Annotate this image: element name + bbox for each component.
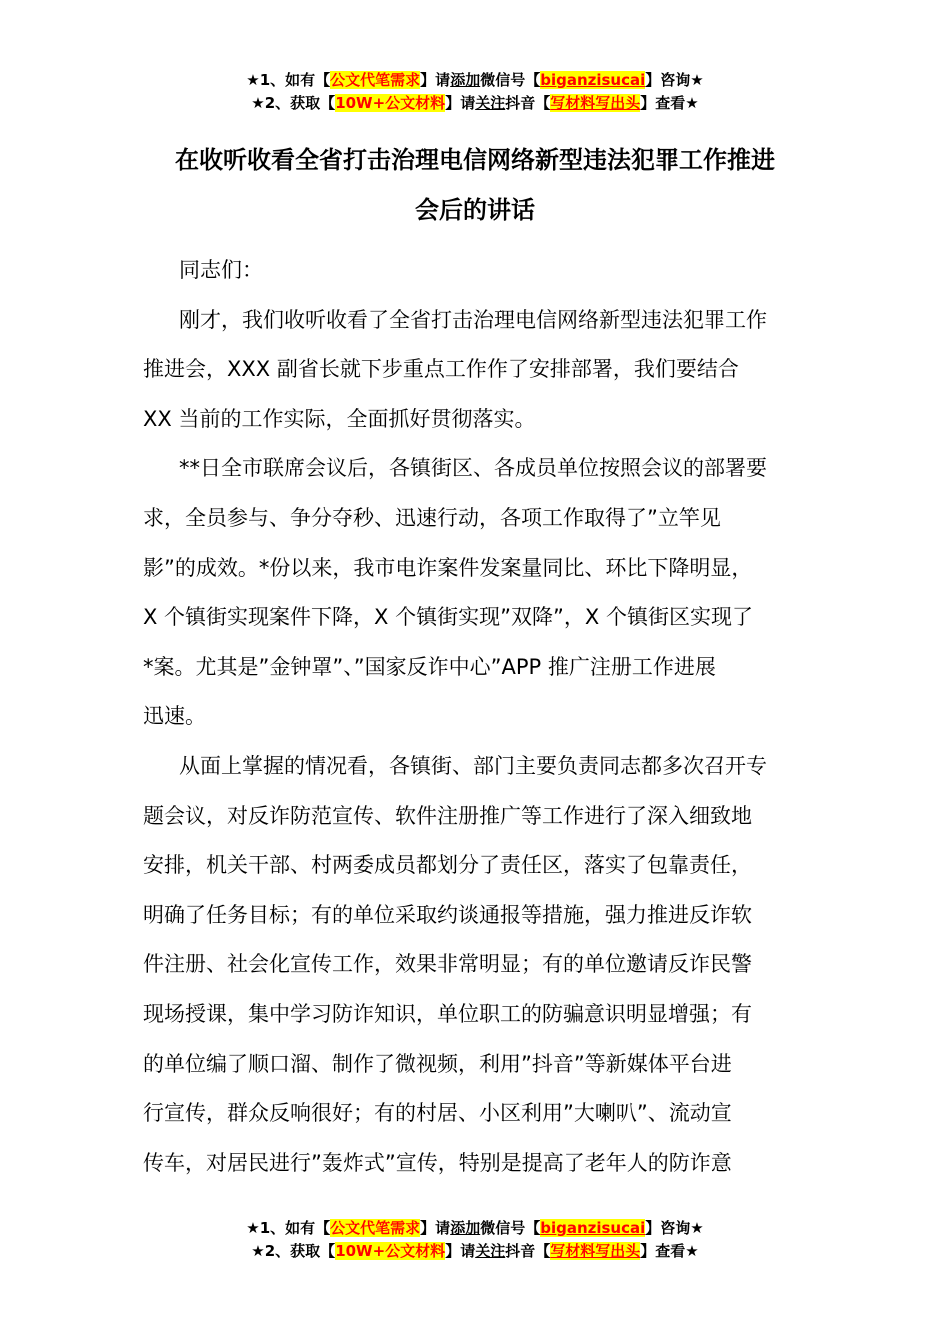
document-body	[143, 246, 811, 1188]
banner-line-2	[0, 92, 950, 115]
banner-highlight: 10W+公文材料	[335, 1242, 446, 1260]
banner-text: 抖音【	[505, 1242, 551, 1260]
body-line: 刚才，我们收听收看了全省打击治理电信网络新型违法犯罪工作	[179, 307, 767, 332]
banner-text: 】查看★	[640, 1242, 699, 1260]
body-line: 影”的成效。*份以来，我市电诈案件发案量同比、环比下降明显，	[143, 555, 753, 580]
banner-text: 】请	[445, 1242, 476, 1260]
banner-underlined: 添加	[450, 71, 481, 89]
banner-text: ★1、如有【	[246, 71, 331, 89]
banner-text: ★2、获取【	[251, 94, 336, 112]
banner-text: 抖音【	[505, 94, 551, 112]
body-line: 件注册、社会化宣传工作，效果非常明显；有的单位邀请反诈民警	[143, 952, 752, 977]
banner-underlined: 添加	[450, 1219, 481, 1237]
banner-text: 】咨询★	[645, 71, 704, 89]
banner-underlined: 关注	[475, 94, 506, 112]
body-line: 迅速。	[143, 704, 206, 729]
banner-line-1	[0, 69, 950, 92]
banner-text: 微信号【	[480, 1219, 541, 1237]
body-line: X 个镇街实现案件下降，X 个镇街实现”双降”，X 个镇街区实现了	[143, 605, 753, 630]
footer-banner	[0, 1217, 950, 1263]
document-title	[140, 135, 810, 235]
salutation: 同志们：	[179, 258, 263, 282]
body-line: 现场授课，集中学习防诈知识，单位职工的防骗意识明显增强；有	[143, 1001, 752, 1026]
body-line: 传车，对居民进行”轰炸式”宣传，特别是提高了老年人的防诈意	[143, 1150, 732, 1175]
banner-text: 】查看★	[640, 94, 699, 112]
banner-highlight: 公文代笔需求	[330, 71, 421, 89]
banner-highlight-wechat[interactable]: biganzisucai	[540, 71, 646, 89]
title-line-2: 会后的讲话	[415, 196, 535, 224]
banner-text: 微信号【	[480, 71, 541, 89]
banner-text: ★2、获取【	[251, 1242, 336, 1260]
body-line: 安排，机关干部、村两委成员都划分了责任区，落实了包靠责任，	[143, 853, 752, 878]
body-line: 明确了任务目标；有的单位采取约谈通报等措施，强力推进反诈软	[143, 902, 752, 927]
body-line: 题会议，对反诈防范宣传、软件注册推广等工作进行了深入细致地	[143, 803, 752, 828]
body-line: 求，全员参与、争分夺秒、迅速行动，各项工作取得了”立竿见	[143, 505, 721, 530]
body-line: **日全市联席会议后，各镇街区、各成员单位按照会议的部署要	[179, 456, 767, 481]
banner-line-1	[0, 1217, 950, 1240]
body-line: 的单位编了顺口溜、制作了微视频，利用”抖音”等新媒体平台进	[143, 1051, 732, 1076]
body-line: 行宣传，群众反响很好；有的村居、小区利用”大喇叭”、流动宣	[143, 1101, 732, 1126]
banner-text: 】请	[445, 94, 476, 112]
banner-highlight-douyin[interactable]: 写材料写出头	[550, 1242, 641, 1260]
banner-text: 】请	[420, 1219, 451, 1237]
body-line: XX 当前的工作实际，全面抓好贯彻落实。	[143, 406, 536, 431]
body-line: 推进会，XXX 副省长就下步重点工作作了安排部署，我们要结合	[143, 357, 739, 382]
banner-underlined: 关注	[475, 1242, 506, 1260]
banner-text: 】请	[420, 71, 451, 89]
body-line: 从面上掌握的情况看，各镇街、部门主要负责同志都多次召开专	[179, 753, 767, 778]
title-line-1: 在收听收看全省打击治理电信网络新型违法犯罪工作推进	[175, 146, 775, 174]
banner-text: 】咨询★	[645, 1219, 704, 1237]
body-line: *案。尤其是”金钟罩”、”国家反诈中心”APP 推广注册工作进展	[143, 654, 716, 679]
banner-line-2	[0, 1240, 950, 1263]
banner-highlight: 10W+公文材料	[335, 94, 446, 112]
header-banner	[0, 69, 950, 115]
banner-highlight-wechat[interactable]: biganzisucai	[540, 1219, 646, 1237]
banner-highlight: 公文代笔需求	[330, 1219, 421, 1237]
banner-highlight-douyin[interactable]: 写材料写出头	[550, 94, 641, 112]
banner-text: ★1、如有【	[246, 1219, 331, 1237]
